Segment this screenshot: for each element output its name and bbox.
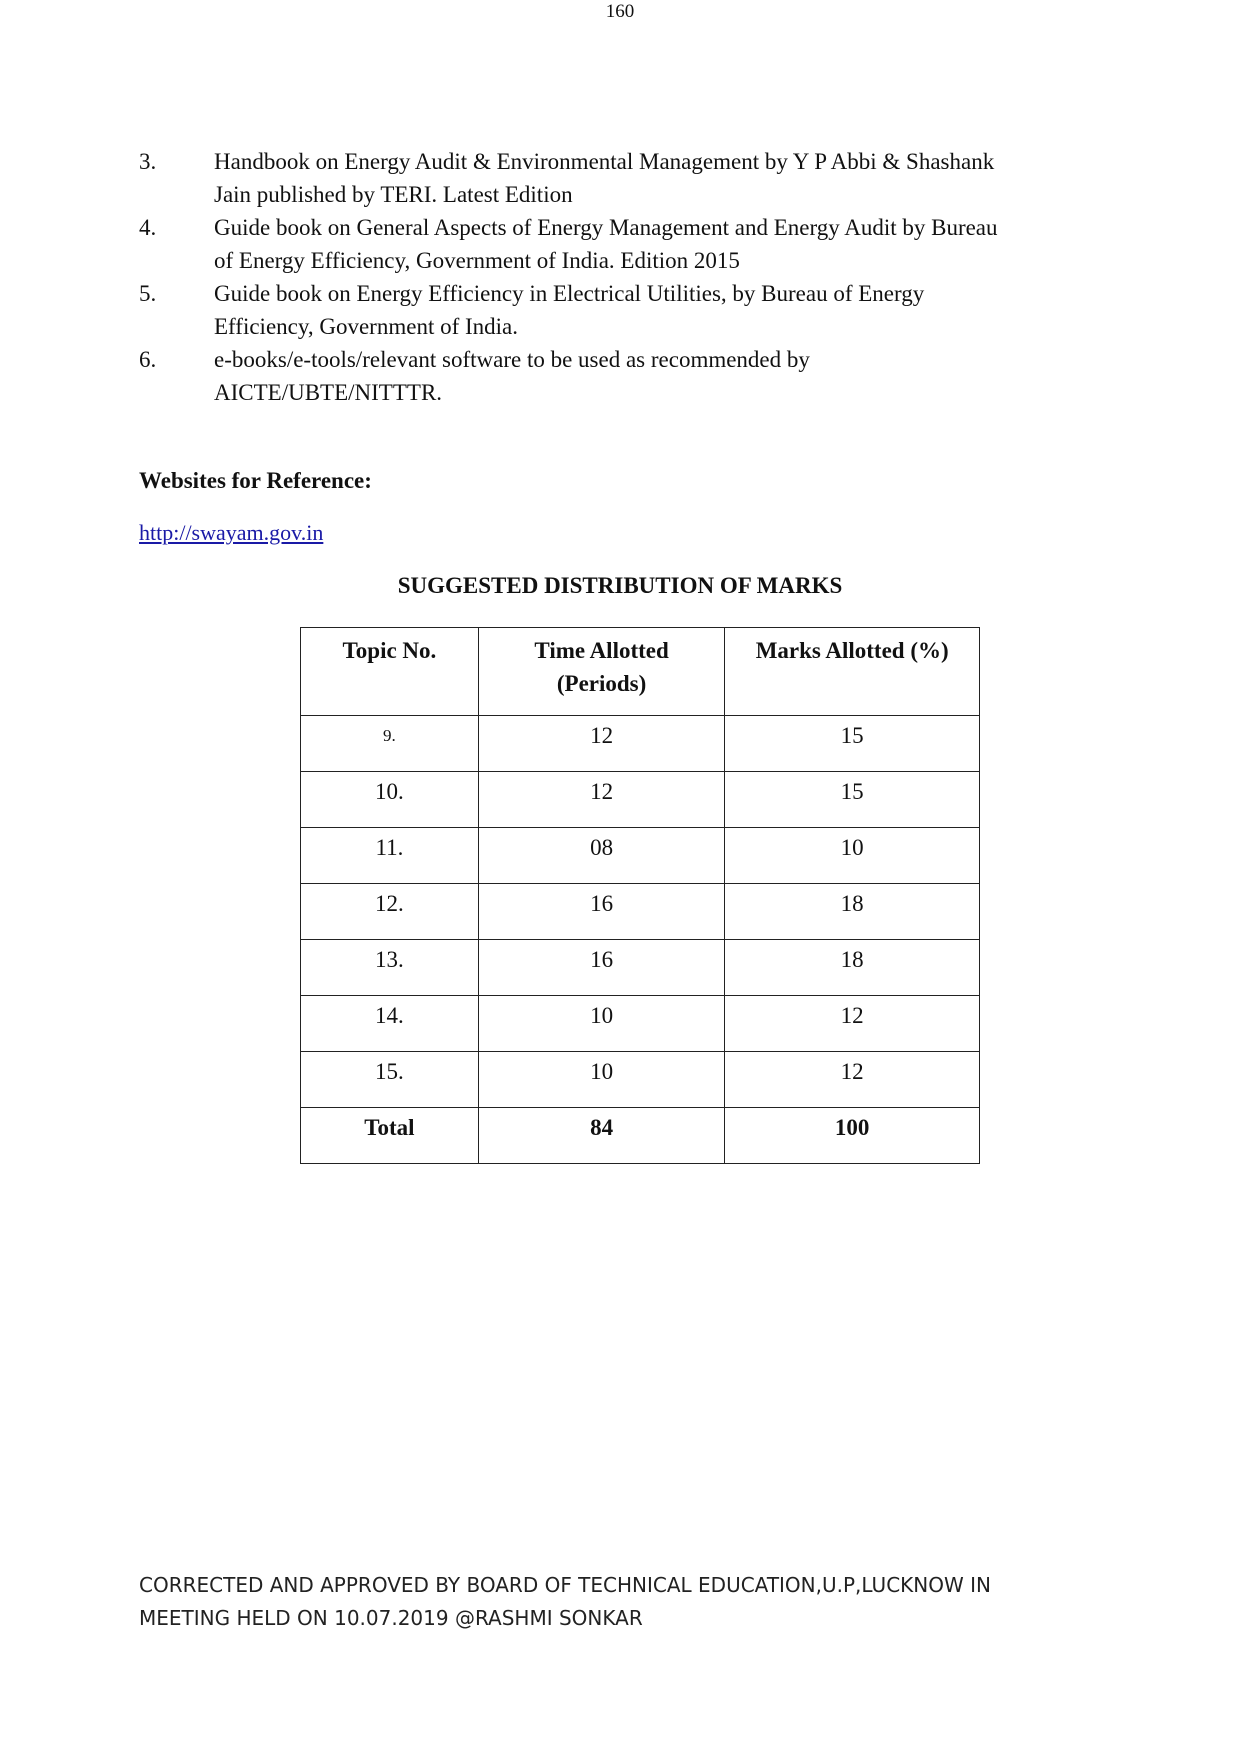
topic-cell: 9. xyxy=(301,716,479,772)
reference-number: 3. xyxy=(139,149,157,174)
marks-cell: 12 xyxy=(725,996,980,1052)
time-cell: 12 xyxy=(478,716,725,772)
marks-cell: 15 xyxy=(725,772,980,828)
reference-text-line1: Guide book on Energy Efficiency in Electrical Utilities, by Bureau of Energy xyxy=(214,281,925,306)
header-marks-allotted: Marks Allotted (%) xyxy=(725,628,980,716)
reference-text-line2: Efficiency, Government of India. xyxy=(214,314,518,339)
table-total-row xyxy=(301,1108,980,1164)
total-label: Total xyxy=(301,1108,479,1164)
table-row xyxy=(301,828,980,884)
header-topic-no: Topic No. xyxy=(301,628,479,716)
page-number: 160 xyxy=(605,1,635,22)
time-cell: 10 xyxy=(478,996,725,1052)
marks-cell: 10 xyxy=(725,828,980,884)
reference-number: 6. xyxy=(139,347,157,372)
footer-line2: MEETING HELD ON 10.07.2019 @RASHMI SONKAR xyxy=(139,1606,643,1630)
time-cell: 08 xyxy=(478,828,725,884)
time-cell: 10 xyxy=(478,1052,725,1108)
marks-cell: 18 xyxy=(725,884,980,940)
reference-number: 4. xyxy=(139,215,157,240)
reference-item xyxy=(139,343,1099,409)
reference-item xyxy=(139,211,1099,277)
topic-cell: 15. xyxy=(301,1052,479,1108)
table-row xyxy=(301,884,980,940)
topic-cell: 11. xyxy=(301,828,479,884)
header-time-allotted-text: Time Allotted (Periods) xyxy=(534,638,669,696)
reference-text-line2: AICTE/UBTE/NITTTR. xyxy=(214,380,443,405)
time-cell: 16 xyxy=(478,940,725,996)
topic-cell: 12. xyxy=(301,884,479,940)
reference-item xyxy=(139,145,1099,211)
reference-text-line1: Guide book on General Aspects of Energy Management and Energy Audit by Bureau xyxy=(214,215,998,240)
topic-cell: 14. xyxy=(301,996,479,1052)
reference-item xyxy=(139,277,1099,343)
marks-cell: 15 xyxy=(725,716,980,772)
header-time-allotted xyxy=(478,628,725,716)
table-row xyxy=(301,940,980,996)
websites-heading: Websites for Reference: xyxy=(139,468,372,493)
footer-line1: CORRECTED AND APPROVED BY BOARD OF TECHNICAL EDUCATION,U.P,LUCKNOW IN xyxy=(139,1573,991,1597)
marks-cell: 18 xyxy=(725,940,980,996)
reference-text-line2: of Energy Efficiency, Government of India. Edition 2015 xyxy=(214,248,740,273)
time-cell: 16 xyxy=(478,884,725,940)
swayam-link[interactable]: http://swayam.gov.in xyxy=(139,520,324,545)
marks-cell: 12 xyxy=(725,1052,980,1108)
approval-footer xyxy=(139,1569,1119,1635)
reference-text-line2: Jain published by TERI. Latest Edition xyxy=(214,182,573,207)
marks-distribution-table xyxy=(300,627,980,1164)
table-row xyxy=(301,716,980,772)
reference-text-line1: Handbook on Energy Audit & Environmental Management by Y P Abbi & Shashank xyxy=(214,149,995,174)
topic-cell: 10. xyxy=(301,772,479,828)
table-row xyxy=(301,772,980,828)
table-row xyxy=(301,996,980,1052)
topic-cell: 13. xyxy=(301,940,479,996)
table-row xyxy=(301,1052,980,1108)
total-time: 84 xyxy=(478,1108,725,1164)
reference-list xyxy=(139,145,1099,409)
reference-text-line1: e-books/e-tools/relevant software to be used as recommended by xyxy=(214,347,810,372)
total-marks: 100 xyxy=(725,1108,980,1164)
reference-number: 5. xyxy=(139,281,157,306)
table-header-row xyxy=(301,628,980,716)
table-title: SUGGESTED DISTRIBUTION OF MARKS xyxy=(397,573,843,598)
time-cell: 12 xyxy=(478,772,725,828)
